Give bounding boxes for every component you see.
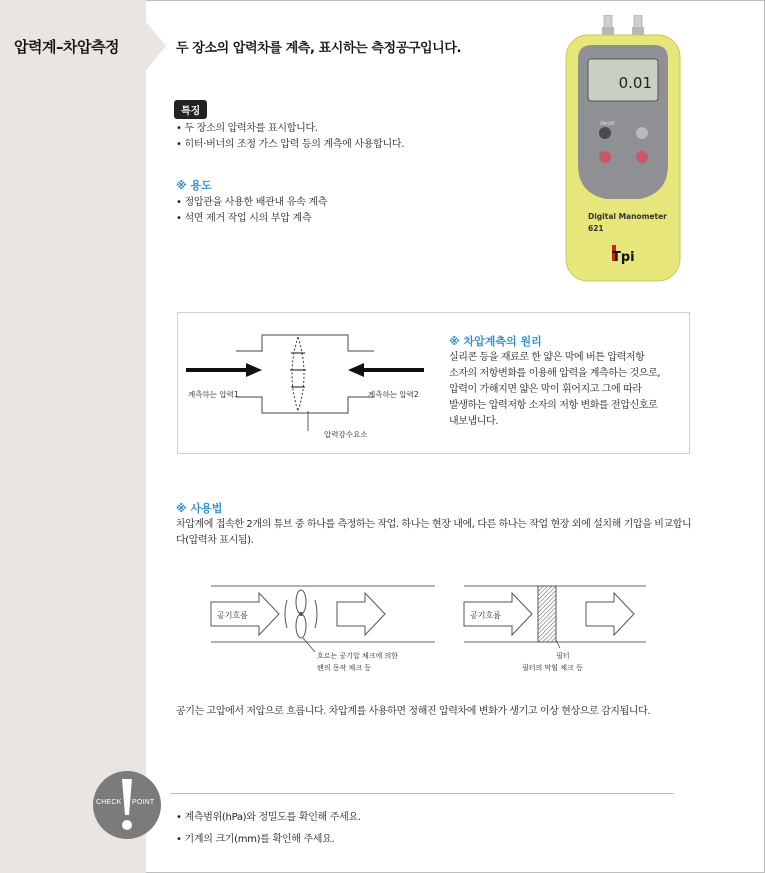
filter-check-diagram [460, 580, 650, 675]
uses-list [176, 195, 327, 227]
features-list [176, 121, 404, 153]
uses-heading: ※ 용도 [176, 179, 212, 192]
usage-text: 차압계에 접속한 2개의 튜브 중 하나를 측정하는 작업. 하나는 현장 내에, 다른 하나는 작업 현장 외에 설치해 기압을 비교합니다(압력차 표시됨). [176, 519, 692, 546]
fan-caption-line: 흐르는 공기압 체크에 의한 [317, 652, 399, 660]
red-button-left[interactable] [599, 151, 611, 163]
filter-element [538, 586, 556, 642]
sensor-element-label: 압력감수요소 [324, 430, 368, 439]
model-number: 621 [588, 224, 604, 233]
checkpoint-label-left: CHECK [96, 799, 122, 806]
power-button[interactable] [599, 127, 611, 139]
function-button[interactable] [636, 127, 648, 139]
model-name: Digital Manometer [588, 212, 667, 221]
pressure-sensor-diagram [178, 313, 443, 453]
flow-label: 공기흐름 [470, 611, 501, 620]
checkpoint-badge [93, 771, 161, 839]
usage-heading: ※ 사용법 [176, 502, 223, 515]
sidebar [0, 0, 146, 873]
list-item: • 정압관을 사용한 배관내 유속 계측 [176, 195, 327, 211]
sidebar-title: 압력계–차압측정 [14, 38, 119, 56]
left-pressure-label: 계측하는 압력1 [188, 390, 239, 399]
principle-text [449, 350, 689, 430]
principle-heading: ※ 차압계측의 원리 [449, 335, 542, 348]
flow-label: 공기흐름 [217, 611, 248, 620]
right-pressure-label: 계측하는 압력2 [368, 390, 419, 399]
divider [170, 793, 674, 794]
principle-line: 소자의 저항변화를 이용해 압력을 계측하는 것으로, [449, 368, 661, 379]
list-item: • 두 장소의 압력차를 표시합니다. [176, 121, 404, 137]
usage-note: 공기는 고압에서 저압으로 흐릅니다. 차압계를 사용하면 정해진 압력차에 변화가 생기고 이상 현상으로 감지됩니다. [176, 706, 651, 717]
principle-line: 발생하는 압력저항 소자의 저항 변화를 전압신호로 [449, 400, 658, 411]
red-button-right[interactable] [636, 151, 648, 163]
list-item: • 히터·버너의 조정 가스 압력 등의 계측에 사용합니다. [176, 137, 404, 153]
checkpoint-list [176, 807, 361, 851]
principle-line: 내보냅니다. [449, 416, 499, 427]
filter-caption-line: 필터 [556, 652, 570, 660]
fan-check-diagram [205, 580, 441, 675]
principle-line: 실리콘 등을 재료로 한 얇은 막에 버튼 압력저항 [449, 352, 645, 363]
page-headline: 두 장소의 압력차를 계측, 표시하는 측정공구입니다. [176, 41, 462, 56]
sidebar-arrow [146, 22, 166, 70]
filter-caption-line: 필터의 막힘 체크 등 [522, 664, 583, 672]
manometer-image [560, 15, 686, 283]
button-label: ON/OFF [600, 121, 616, 126]
display-value: 0.01 [618, 74, 652, 92]
list-item: • 석면 제거 작업 시의 부압 계측 [176, 211, 327, 227]
features-badge: 특징 [174, 100, 207, 119]
principle-line: 압력이 가해지면 얇은 막이 휘어지고 그에 따라 [449, 384, 642, 395]
list-item: • 계측범위(hPa)와 정밀도를 확인해 주세요. [176, 807, 361, 829]
checkpoint-label-right: POINT [132, 799, 155, 806]
list-item: • 기계의 크기(mm)를 확인해 주세요. [176, 829, 361, 851]
brand-logo: Tpi [612, 250, 635, 265]
fan-caption-line: 팬의 동작 체크 등 [317, 664, 372, 672]
